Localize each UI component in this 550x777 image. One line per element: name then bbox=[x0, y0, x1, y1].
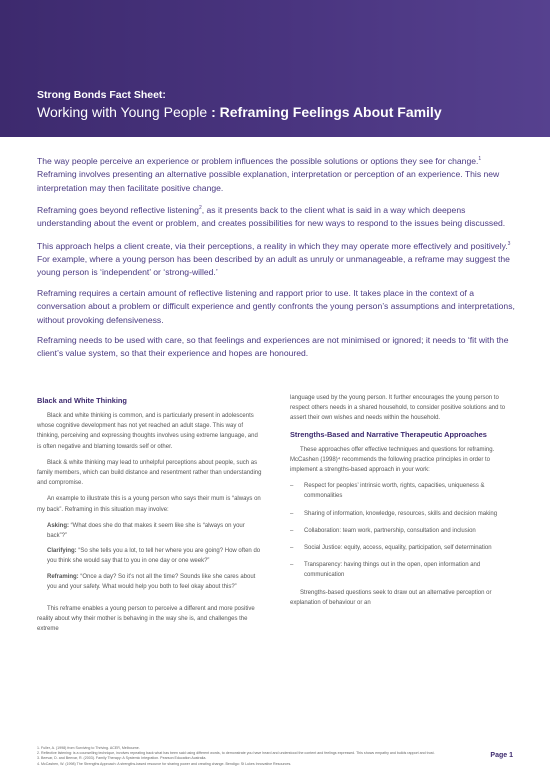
section-heading-strengths: Strengths-Based and Narrative Therapeutic Approaches bbox=[290, 429, 487, 439]
intro-paragraph-3: This approach helps a client create, via their perceptions, a reality in which they may operate more effectively and positively.$^3$ For example, where a young person has been described by an adult as unruly or unmanageable, a reframe may suggest the young person is ‘independent’ or ‘strong-willed.’ bbox=[37, 240, 511, 278]
right-column bbox=[290, 393, 515, 614]
intro-paragraph-4: Reframing requires a certain amount of reflective listening and rapport prior to use. It takes place in the context of a conversation about a problem or difficult experience and gently confronts the young person’s assumptions and interpretations, without provoking defensiveness. bbox=[37, 287, 515, 325]
footnote: 1. Fuller, A. (1998) from Surviving to Thriving. ACER, Melbourne. bbox=[37, 746, 140, 750]
principles-list bbox=[290, 481, 515, 580]
list-item: – Respect for peoples’ intrinsic worth, rights, capacities, uniqueness & commonalities bbox=[290, 483, 485, 500]
left-column bbox=[37, 396, 262, 641]
intro-paragraph-5: Reframing needs to be used with care, so that feelings and experiences are not minimised or ignored; it needs to ‘fit with the client’s value system, so that their experience and hopes are honoured. bbox=[37, 335, 509, 359]
page-number: Page 1 bbox=[490, 752, 513, 759]
footnote: 3. Beevar, D. and Beevar, R. (2003). Family Therapy: A Systemic Integration. Pearson Education Australia. bbox=[37, 756, 207, 761]
intro-paragraph-1: The way people perceive an experience or problem influences the possible solutions or options they see for change.$^1$ Reframing involves presenting an alternative possible explanation, interpretation or perception of an experience. This new interpretation may then facilitate positive change. bbox=[37, 155, 500, 193]
header-banner bbox=[0, 0, 550, 137]
right-paragraph-0: language used by the young person. It further encourages the young person to respect others needs in a shared household, to consider positive solutions and to assert their own wishes and needs within the household. bbox=[290, 395, 506, 422]
right-paragraph-1: These approaches offer effective techniques and questions for reframing. McCashen (1998)⁴ recommends the following practice principles in order to implement a strengths-based approach in your work: bbox=[290, 446, 495, 474]
footnotes bbox=[37, 746, 477, 767]
dialogue-reframing: Reframing: “Once a day? So it’s not all the time? Sounds like she cares about you and your safety. What would help you both to feel okay about this?” bbox=[47, 573, 256, 590]
dialogue-clarifying: Clarifying: “So she tells you a lot, to tell her where you are going? How often do you think she would say that to you in one day or one week?” bbox=[47, 548, 261, 565]
fact-sheet-kicker: Strong Bonds Fact Sheet: bbox=[37, 89, 166, 101]
dialogue-asking: Asking: “What does she do that makes it seem like she is “always on your back”?” bbox=[47, 522, 245, 540]
page-title bbox=[37, 104, 442, 120]
footnote: 4. McCashen, W. (1998) The Strengths Approach: A strengths-based resource for sharing power and creating change. Bendigo: St Lukes Innovative Resources. bbox=[37, 761, 292, 766]
list-item: – Collaboration: team work, partnership, consultation and inclusion bbox=[290, 527, 476, 534]
list-item: – Sharing of information, knowledge, resources, skills and decision making bbox=[290, 510, 498, 517]
title-separator: : bbox=[207, 104, 220, 120]
list-item: – Transparency: having things out in the open, open information and communication bbox=[290, 562, 481, 579]
intro-paragraph-2: Reframing goes beyond reflective listening$^2$, as it presents back to the client what is said in a way which deepens understanding about the event or problem, and creates possibilities for new ways to respond to the issues being discussed. bbox=[37, 204, 506, 229]
left-paragraph-3: An example to illustrate this is a young person who says their mum is “always on my back”. Reframing in this situation may involve: bbox=[37, 496, 261, 513]
left-paragraph-1: Black and white thinking is common, and is particularly present in adolescents whose cognitive development has not yet reached an adult stage. This way of thinking, perceiving and expressing thoughts involves using extreme language, and is often negative and blaming towards self or other. bbox=[37, 413, 258, 450]
right-paragraph-2: Strengths-based questions seek to draw out an alternative perception or explanation of behaviour or an bbox=[290, 589, 492, 606]
title-highlight: Reframing Feelings About Family bbox=[219, 104, 442, 120]
title-main: Working with Young People bbox=[37, 104, 208, 120]
left-paragraph-2: Black & white thinking may lead to unhelpful perceptions about people, such as family members, which can build distance and resentment rather than understanding and compromise. bbox=[37, 459, 262, 487]
intro-section bbox=[37, 153, 517, 368]
section-heading-black-white: Black and White Thinking bbox=[37, 396, 127, 405]
left-paragraph-4: This reframe enables a young person to perceive a different and more positive reality about why their mother is behaving in the way she is, and challenges the extreme bbox=[37, 606, 255, 633]
footnote: 2. Reflective listening: is a counselling technique, involves repeating back what has been said using different words, to demonstrate you have heard and understood the content and feelings expressed. This shows empathy and builds rapport and trust. bbox=[37, 751, 435, 756]
list-item: – Social Justice: equity, access, equality, participation, self determination bbox=[290, 545, 492, 552]
